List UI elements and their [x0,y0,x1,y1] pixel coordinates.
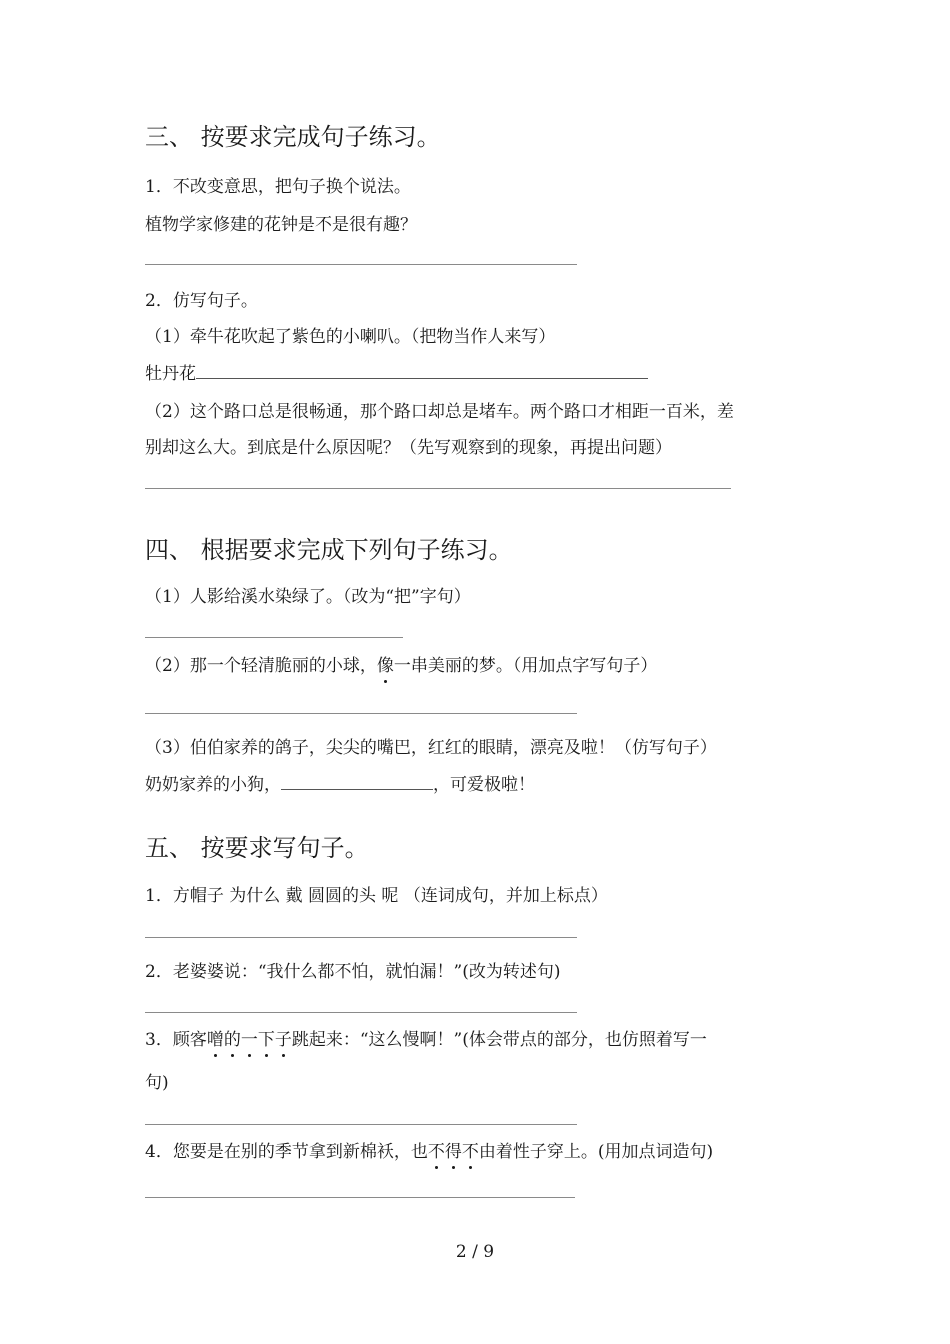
dotted-char: 不 [461,1142,479,1162]
lead-word: 牡丹花 [145,364,196,384]
dotted-char: 的 [223,1030,241,1050]
answer-line-inline[interactable] [196,364,648,379]
s3-q1-sentence: 植物学家修建的花钟是不是很有趣？ [145,215,417,235]
answer-line[interactable] [145,1197,575,1198]
s5-q4-post: 由着性子穿上。(用加点词造句) [478,1142,714,1162]
s5-q3 [145,1025,707,1050]
s4-q1: （1）人影给溪水染绿了。（改为“把”字句） [145,587,471,607]
s5-q1: 1．方帽子 为什么 戴 圆圆的头 呢 （连词成句，并加上标点） [145,886,608,906]
answer-line[interactable] [145,637,403,638]
s3-q2-prompt: 2．仿写句子。 [145,291,258,311]
s3-q2-1-lead [145,359,648,384]
s5-q3-cont: 句) [145,1073,169,1093]
s3-q2-1: （1）牵牛花吹起了紫色的小喇叭。（把物当作人来写） [145,327,556,347]
answer-line-inline[interactable] [281,775,433,790]
s3-q1-prompt: 1．不改变意思，把句子换个说法。 [145,177,411,197]
dotted-char: 子 [274,1030,292,1050]
answer-line[interactable] [145,264,577,265]
s4-q3: （3）伯伯家养的鸽子，尖尖的嘴巴，红红的眼睛，漂亮及啦！（仿写句子） [145,738,717,758]
s5-q3-post: 跳起来：“这么慢啊！”(体会带点的部分，也仿照着写一 [291,1030,707,1050]
answer-line[interactable] [145,1012,577,1013]
s5-q4-pre: 4．您要是在别的季节拿到新棉袄，也 [145,1142,428,1162]
dotted-char: 一 [240,1030,258,1050]
s4-q3-post: ，可爱极啦！ [433,775,535,795]
s5-q4 [145,1137,713,1162]
page-number: 2 / 9 [455,1242,495,1262]
s3-q2-2-line1: （2）这个路口总是很畅通，那个路口却总是堵车。两个路口才相距一百米，差 [145,402,734,422]
s5-q3-pre: 3．顾客 [145,1030,207,1050]
s3-q2-2-line2: 别却这么大。到底是什么原因呢？（先写观察到的现象，再提出问题） [145,438,672,458]
dotted-char: 不 [427,1142,445,1162]
dotted-char: 像 [376,656,394,676]
dotted-char: 噌 [206,1030,224,1050]
answer-line[interactable] [145,1124,577,1125]
s4-q2 [145,651,657,676]
section-5-heading: 五、 按要求写句子。 [145,834,369,862]
section-4-heading: 四、 根据要求完成下列句子练习。 [145,536,513,564]
answer-line[interactable] [145,488,731,489]
s4-q2-pre: （2）那一个轻清脆丽的小球， [145,656,377,676]
dotted-char: 得 [444,1142,462,1162]
answer-line[interactable] [145,937,577,938]
s4-q3-fill [145,770,535,795]
s4-q2-post: 一串美丽的梦。（用加点字写句子） [393,656,658,676]
section-3-heading: 三、 按要求完成句子练习。 [145,123,441,151]
s5-q2: 2．老婆婆说：“我什么都不怕，就怕漏！”(改为转述句) [145,962,561,982]
dotted-char: 下 [257,1030,275,1050]
s4-q3-pre: 奶奶家养的小狗， [145,775,281,795]
answer-line[interactable] [145,713,577,714]
